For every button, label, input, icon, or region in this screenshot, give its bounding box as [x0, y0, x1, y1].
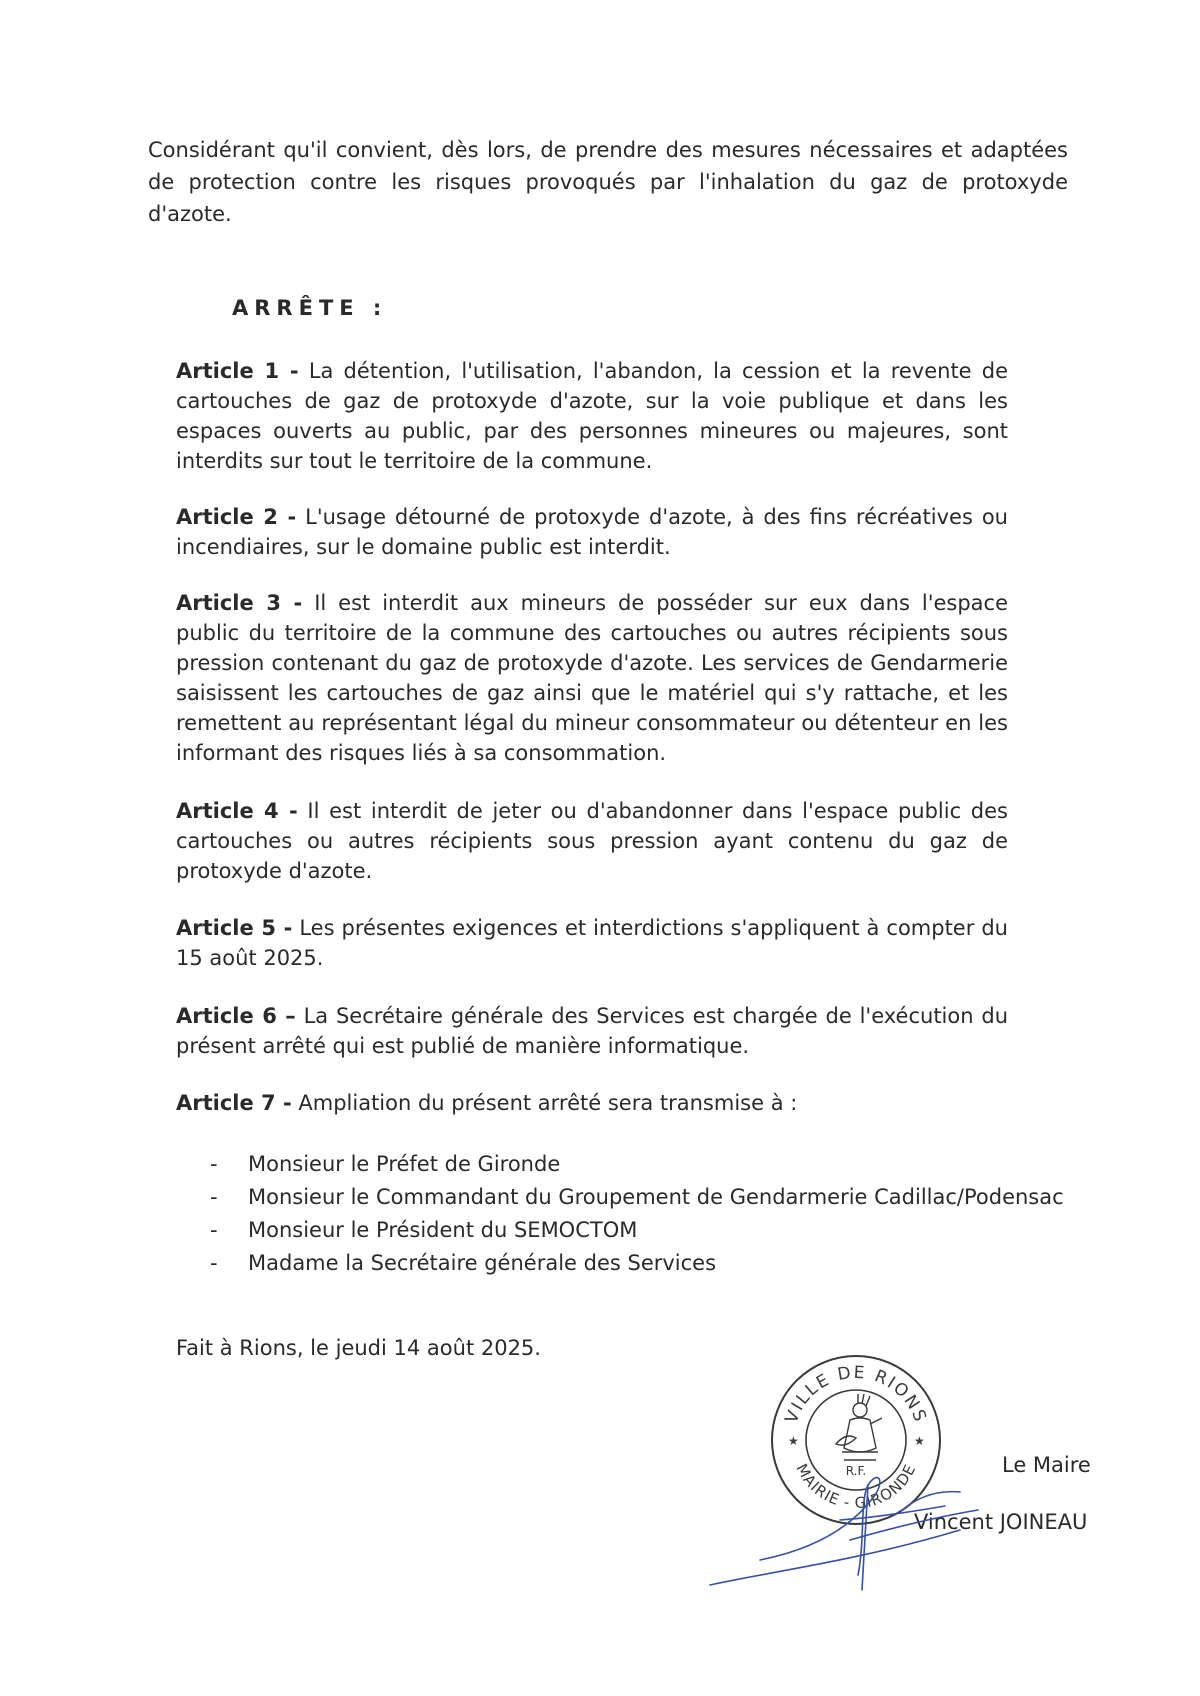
- article-text: La Secrétaire générale des Services est chargée de l'exécution du présent arrêté qui est publié de manière informatique.: [176, 1004, 1008, 1058]
- intro-paragraph: Considérant qu'il convient, dès lors, de prendre des mesures nécessaires et adaptées de protection contre les risques provoqués par l'inhalation du gaz de protoxyde d'azote.: [148, 138, 1068, 226]
- article-4: [176, 796, 1008, 886]
- article-3: [176, 588, 1008, 768]
- article-label: Article 2 -: [176, 505, 297, 529]
- svg-text:★: ★: [914, 1434, 925, 1448]
- stamp-bottom-text: MAIRIE - GIRONDE: [792, 1460, 920, 1513]
- list-dash: -: [210, 1152, 218, 1176]
- article-7: [176, 1088, 1008, 1118]
- list-item: [210, 1247, 1064, 1280]
- article-text: La détention, l'utilisation, l'abandon, la cession et la revente de cartouches de gaz de protoxyde d'azote, sur la voie publique et dans les espaces ouverts au public, par des personnes mineures ou majeures, sont interdits sur tout le territoire de la commune.: [176, 359, 1009, 473]
- arrete-heading: ARRÊTE :: [232, 296, 388, 320]
- article-text: Les présentes exigences et interdictions s'appliquent à compter du 15 août 2025.: [176, 916, 1008, 970]
- article-text: Ampliation du présent arrêté sera transmise à :: [298, 1091, 798, 1115]
- article-text: Il est interdit de jeter ou d'abandonner dans l'espace public des cartouches ou autres récipients sous pression ayant contenu du gaz de protoxyde d'azote.: [176, 799, 1009, 883]
- article-text: Il est interdit aux mineurs de posséder sur eux dans l'espace public du territoire de la commune des cartouches ou autres récipients sous pression contenant du gaz de protoxyde d'azote. Les services de Gendarmerie saisissent les cartouches de gaz ainsi que le matériel qui s'y rattache, et les remettent au représentant légal du mineur consommateur ou détenteur en les informant des risques liés à sa consommation.: [176, 591, 1008, 765]
- list-dash: -: [210, 1185, 218, 1209]
- list-dash: -: [210, 1218, 218, 1242]
- article-label: Article 3 -: [176, 591, 303, 615]
- list-item: [210, 1148, 1064, 1181]
- recipient-list: [210, 1148, 1064, 1280]
- stamp-center-text: R.F.: [845, 1464, 867, 1478]
- article-5: [176, 913, 1008, 973]
- list-item: [210, 1214, 1064, 1247]
- article-6: [176, 1001, 1008, 1061]
- signatory-name: Vincent JOINEAU: [914, 1510, 1088, 1534]
- signature-icon: [700, 1400, 1030, 1600]
- list-dash: -: [210, 1251, 218, 1275]
- signatory-title: Le Maire: [1002, 1453, 1091, 1477]
- article-label: Article 4 -: [176, 799, 298, 823]
- recipient-text: Monsieur le Préfet de Gironde: [248, 1152, 561, 1176]
- article-text: L'usage détourné de protoxyde d'azote, à des fins récréatives ou incendiaires, sur le domaine public est interdit.: [176, 505, 1008, 559]
- article-label: Article 1 -: [176, 359, 299, 383]
- place-date: Fait à Rions, le jeudi 14 août 2025.: [176, 1336, 541, 1360]
- svg-text:★: ★: [788, 1434, 799, 1448]
- article-label: Article 5 -: [176, 916, 293, 940]
- recipient-text: Monsieur le Commandant du Groupement de Gendarmerie Cadillac/Podensac: [248, 1185, 1064, 1209]
- article-label: Article 7 -: [176, 1091, 292, 1115]
- article-2: [176, 502, 1008, 562]
- article-1: [176, 356, 1008, 476]
- recipient-text: Madame la Secrétaire générale des Services: [248, 1251, 717, 1275]
- recipient-text: Monsieur le Président du SEMOCTOM: [248, 1218, 638, 1242]
- stamp-top-text: VILLE DE RIONS: [781, 1362, 931, 1426]
- list-item: [210, 1181, 1064, 1214]
- article-label: Article 6 –: [176, 1004, 296, 1028]
